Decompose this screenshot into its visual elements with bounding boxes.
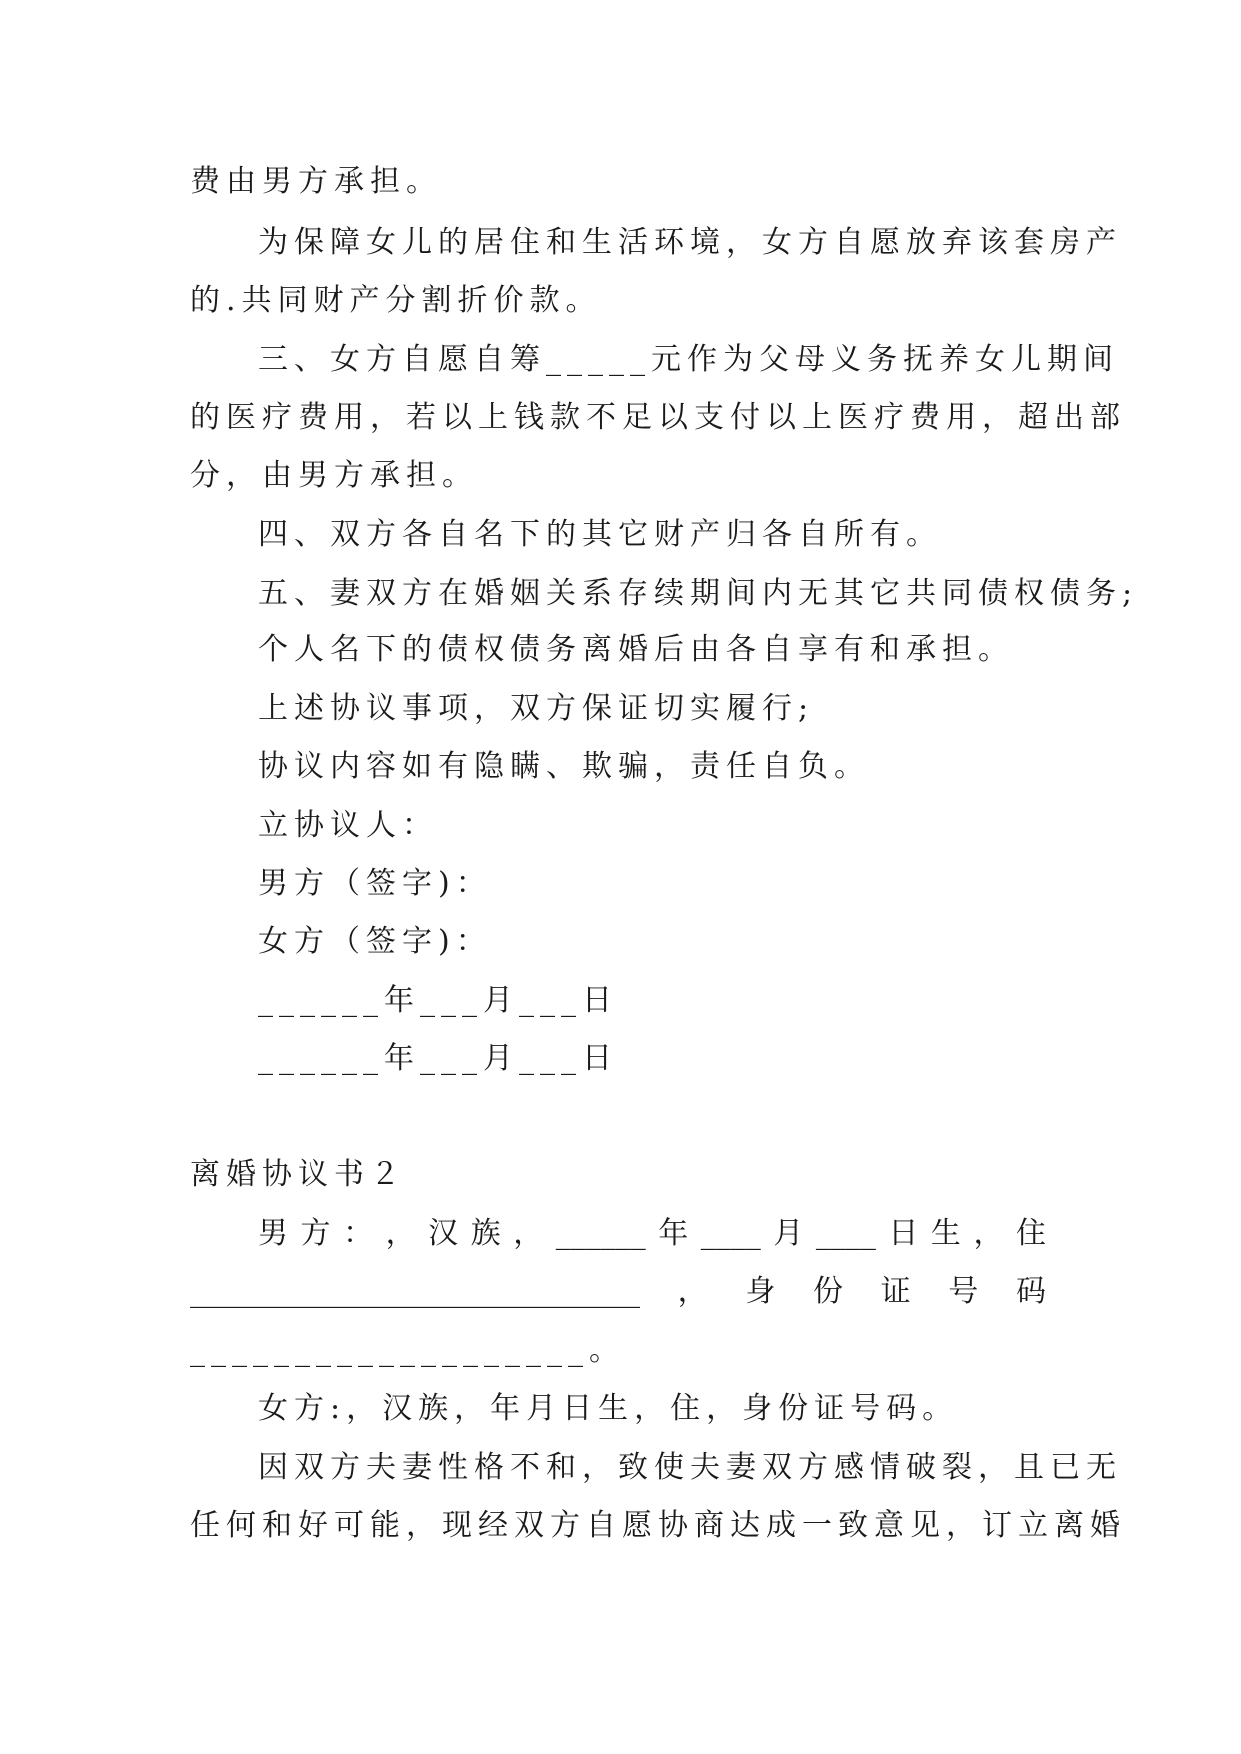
paragraph-line: 协议内容如有隐瞒、欺骗，责任自负。	[258, 749, 870, 784]
paragraph-line: 费由男方承担。	[190, 164, 442, 199]
date-line: ______年___月___日	[258, 1041, 618, 1076]
id-token: ______________________________	[190, 1274, 640, 1309]
male-token: 汉	[428, 1216, 459, 1251]
paragraph-line: 五、妻双方在婚姻关系存续期间内无其它共同债权债务;	[258, 576, 1139, 611]
id-token: 号	[948, 1274, 979, 1309]
paragraph-line: 因双方夫妻性格不和，致使夫妻双方感情破裂，且已无	[258, 1450, 1122, 1485]
id-token: ，	[677, 1274, 708, 1309]
id-token: 身	[745, 1274, 776, 1309]
male-signature-label: 男方（签字)：	[258, 866, 492, 901]
paragraph-line: 上述协议事项，双方保证切实履行;	[258, 691, 815, 726]
male-token: 男	[258, 1216, 288, 1251]
male-token: ____	[815, 1216, 876, 1251]
male-token: ____	[700, 1216, 761, 1251]
male-token: 月	[773, 1216, 804, 1251]
male-info-line	[258, 1214, 1046, 1254]
id-token: 码	[1015, 1274, 1046, 1309]
male-token: ：	[343, 1216, 374, 1251]
paragraph-line: 个人名下的债权债务离婚后由各自享有和承担。	[258, 632, 1014, 667]
signatory-label: 立协议人：	[258, 808, 438, 843]
male-token: 方	[300, 1216, 331, 1251]
male-token: 日	[888, 1216, 919, 1251]
male-token: 生	[930, 1216, 961, 1251]
id-number-end: ___________________。	[190, 1333, 625, 1368]
female-signature-label: 女方（签字)：	[258, 924, 492, 959]
male-token: ，	[973, 1216, 1004, 1251]
paragraph-line: 为保障女儿的居住和生活环境，女方自愿放弃该套房产	[258, 225, 1122, 260]
male-token: 年	[658, 1216, 689, 1251]
id-token: 份	[812, 1274, 843, 1309]
male-token: ______	[555, 1216, 646, 1251]
paragraph-line: 的.共同财产分割折价款。	[190, 283, 602, 318]
male-token: ，	[513, 1216, 544, 1251]
male-token: 族	[470, 1216, 501, 1251]
paragraph-line: 分，由男方承担。	[190, 458, 478, 493]
paragraph-line: 三、女方自愿自筹_____元作为父母义务抚养女儿期间	[258, 342, 1119, 377]
date-line: ______年___月___日	[258, 983, 618, 1018]
male-token: ，	[385, 1216, 416, 1251]
paragraph-line: 四、双方各自名下的其它财产归各自所有。	[258, 517, 942, 552]
paragraph-line: 任何和好可能，现经双方自愿协商达成一致意见，订立离婚	[190, 1508, 1126, 1543]
id-number-line	[190, 1272, 1046, 1312]
id-token: 证	[880, 1274, 911, 1309]
section-title: 离婚协议书２	[190, 1157, 406, 1192]
female-info-line: 女方:，汉族，年月日生，住，身份证号码。	[258, 1391, 959, 1426]
male-token: 住	[1015, 1216, 1046, 1251]
paragraph-line: 的医疗费用，若以上钱款不足以支付以上医疗费用，超出部	[190, 400, 1126, 435]
